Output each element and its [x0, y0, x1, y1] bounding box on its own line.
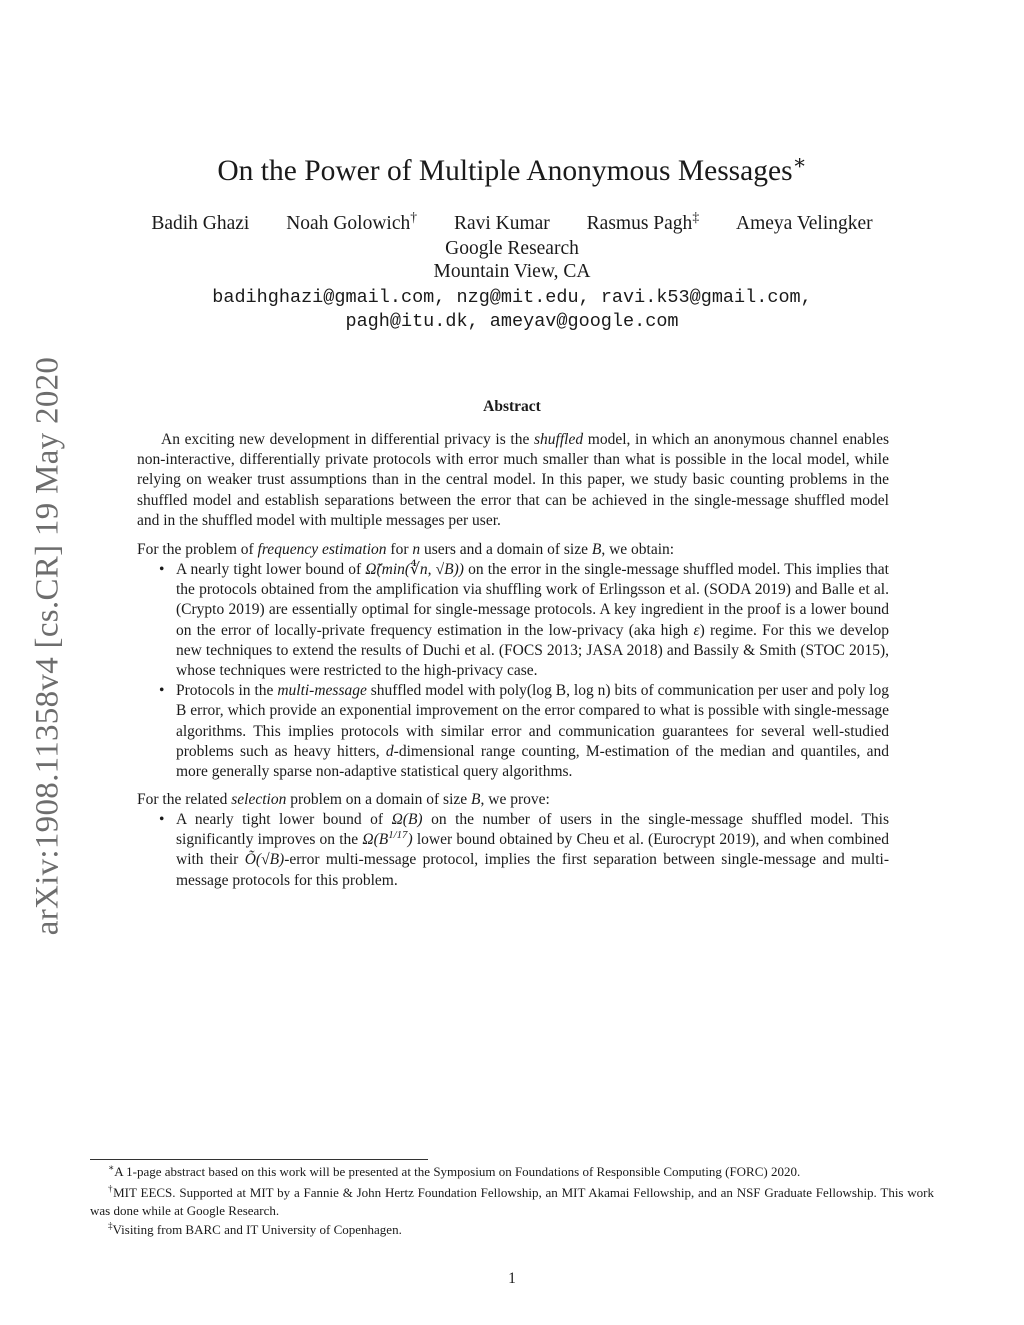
abstract-heading: Abstract	[483, 398, 541, 415]
list-item: • A nearly tight lower bound of Ω(B) on the number of users in the single-message shuffled model. This significantly improves on the $\Omega(B^{1/17})$ lower bound obtained by Cheu et al. (Eurocrypt 2019), and when combined with their Õ(√B)-error multi-message protocol, implies the first separation between single-message and multi-message protocols for this problem.	[159, 811, 889, 889]
bullet-icon: •	[159, 682, 165, 700]
author: Ameya Velingker	[736, 213, 873, 234]
math-expression: poly log B	[176, 682, 889, 720]
selection-intro: For the related selection problem on a domain of size B, we prove:	[137, 791, 550, 808]
selection-results-list	[137, 810, 889, 891]
list-item: • Protocols in the multi-message shuffled model with poly(log B, log n) bits of communication per user and poly log B error, which provide an exponential improvement on the error compared to what is possible with single-message algorithms. This implies protocols with similar error and communication guarantees for several well-studied problems such as heavy hitters, d-dimensional range counting, M-estimation of the median and quantiles, and more generally sparse non-adaptive statistical query algorithms.	[159, 682, 889, 781]
math-expression: Õ(√B)	[244, 851, 285, 869]
math-expression: poly(log B, log n)	[499, 682, 611, 700]
author: Ravi Kumar	[453, 213, 550, 234]
math-expression: $\Omega(B^{1/17})$	[362, 829, 413, 849]
author: Noah Golowich†	[286, 209, 418, 234]
author-emails-line-2: pagh@itu.dk, ameyav@google.com	[345, 311, 679, 332]
author: Badih Ghazi	[151, 213, 250, 234]
footnote: ∗A 1-page abstract based on this work will be presented at the Symposium on Foundations of Responsible Computing (FORC) 2020.	[108, 1162, 801, 1179]
bullet-icon: •	[159, 811, 165, 828]
list-item: • A nearly tight lower bound of Ω̃(min(∜n, √B)) on the error in the single-message shuffled model. This implies that the protocols obtained from the amplification via shuffling work of Erlingsson et al. (SODA 2019) and Balle et al. (Crypto 2019) are essentially optimal for single-message protocols. A key ingredient in the proof is a lower bound on the error of locally-private frequency estimation in the low-privacy (aka high ε) regime. For this we develop new techniques to extend the results of Duchi et al. (FOCS 2013; JASA 2018) and Bassily & Smith (STOC 2015), whose techniques were restricted to the high-privacy case.	[159, 561, 889, 680]
arxiv-stamp: arXiv:1908.11358v4 [cs.CR] 19 May 2020	[29, 356, 66, 936]
footnote: ‡Visiting from BARC and IT University of Copenhagen.	[108, 1220, 402, 1237]
author-emails-line-1: badihghazi@gmail.com, nzg@mit.edu, ravi.k53@gmail.com,	[212, 287, 812, 308]
frequency-results-list	[137, 560, 889, 782]
author-list	[0, 209, 1024, 235]
paper-title-text: On the Power of Multiple Anonymous Messages	[217, 155, 793, 187]
math-expression: Ω̃(min(∜n, √B))	[365, 561, 464, 578]
author: Rasmus Pagh‡	[586, 209, 700, 234]
page-number: 1	[508, 1270, 516, 1287]
footnote: †MIT EECS. Supported at MIT by a Fannie & John Hertz Foundation Fellowship, an MIT Akamai Fellowship, and an NSF Graduate Fellowship. This work was done while at Google Research.	[90, 1183, 935, 1218]
frequency-estimation-intro: For the problem of frequency estimation for n users and a domain of size B, we obtain:	[137, 541, 675, 558]
title-footnote-mark: ∗	[792, 152, 807, 175]
abstract-paragraph: An exciting new development in differential privacy is the shuffled model, in which an anonymous channel enables non-interactive, differentially private protocols with error much smaller than what is possible in the local model, while relying on weaker trust assumptions than in the central model. In this paper, we study basic counting problems in the shuffled model and establish separations between the error that can be achieved in the single-message shuffled model and in the shuffled model with multiple messages per user.	[137, 431, 889, 529]
affiliation-org: Google Research	[445, 238, 579, 259]
paper-title	[0, 152, 1024, 188]
bullet-icon: •	[159, 561, 165, 578]
footnote-divider	[90, 1159, 428, 1160]
affiliation-location: Mountain View, CA	[433, 261, 591, 282]
math-expression: Ω(B)	[391, 811, 423, 828]
